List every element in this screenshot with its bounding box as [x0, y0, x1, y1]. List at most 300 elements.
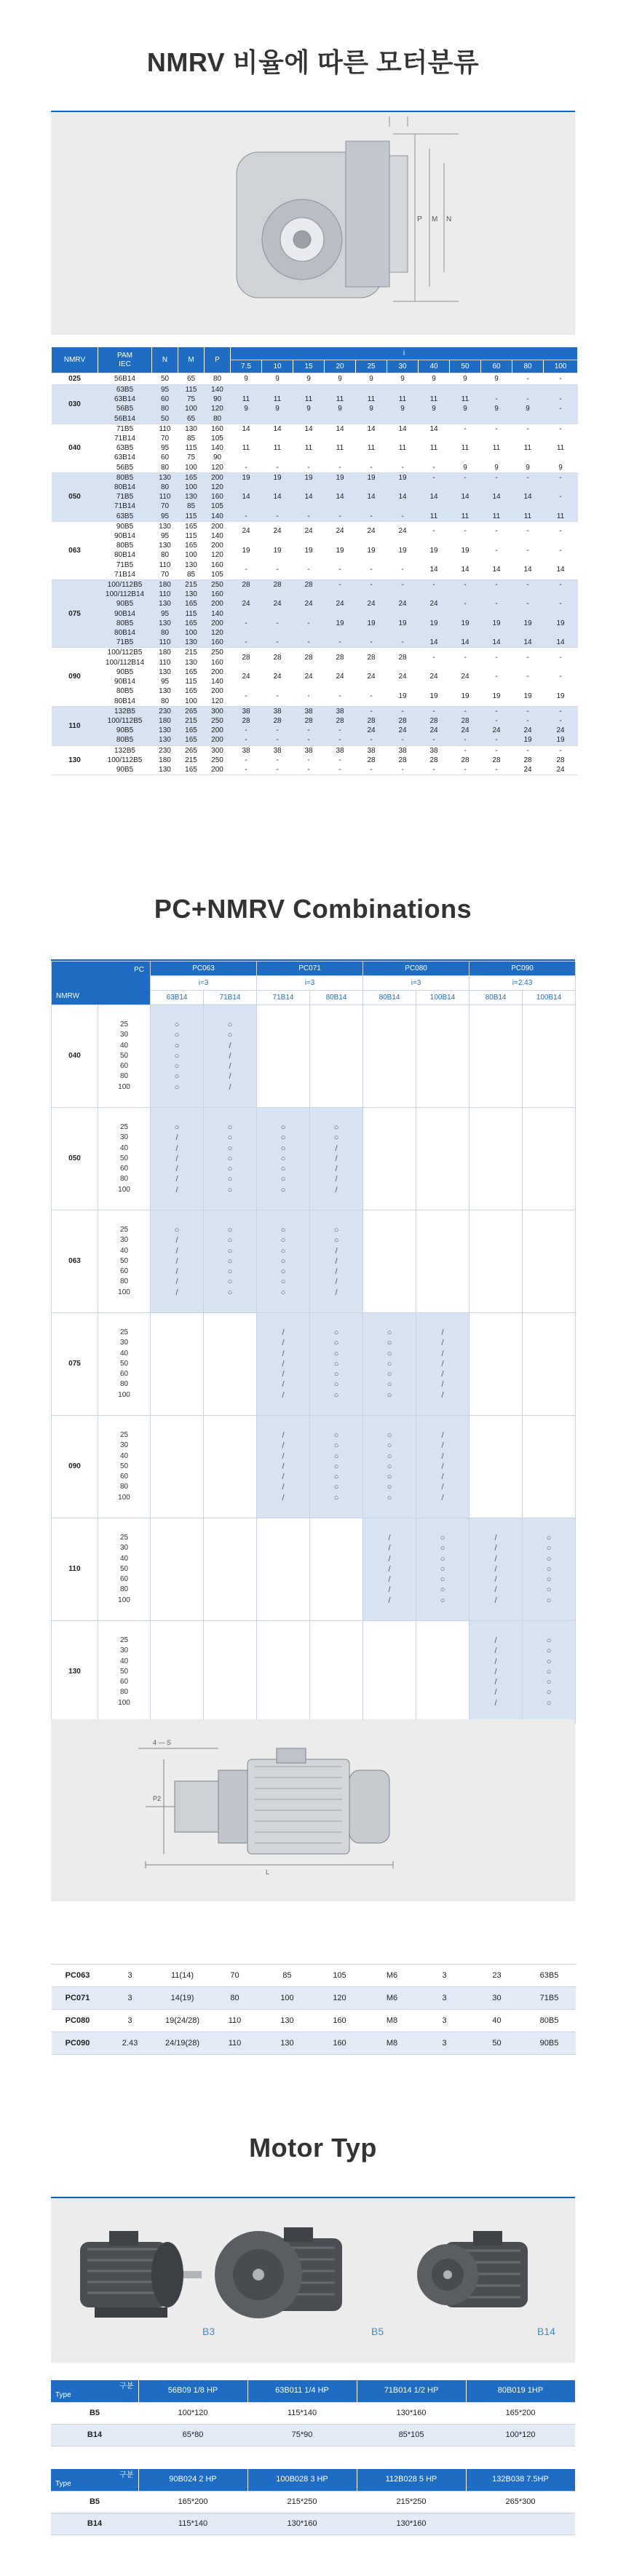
table-cell: 180 110 130 95 130 80 [152, 648, 178, 706]
table-cell: 38 28 - - [325, 706, 356, 745]
col-header: S [366, 1946, 419, 1965]
table-cell: 130*160 [357, 2402, 466, 2424]
compat-cell: ○ ○ ○ ○ ○ ○ ○ [363, 1416, 416, 1518]
pc-motor-drawing-panel [51, 1719, 575, 1901]
table-cell: 050 [52, 472, 98, 521]
table-row [52, 2010, 576, 2032]
pc-header: PC090 [470, 962, 576, 976]
table-cell: 85*105 [357, 2424, 466, 2446]
compat-cell [204, 1313, 257, 1416]
compat-cell [416, 1108, 470, 1210]
col-header: P [205, 347, 231, 373]
col-header: i [231, 347, 578, 360]
ratio-list: 25 30 40 50 60 80 100 [98, 1108, 151, 1210]
table-cell: - 11 9 [544, 424, 578, 472]
compat-cell [151, 1518, 204, 1621]
table-cell: 38 28 - - [262, 706, 293, 745]
table-cell: 24 19 - [262, 521, 293, 579]
ratio-list: 25 30 40 50 60 80 100 [98, 1313, 151, 1416]
table-cell: 165 115 165 100 130 85 [178, 521, 205, 579]
compat-cell: / / / / / / / [416, 1313, 470, 1416]
pc-flange: 71B14 [204, 991, 257, 1005]
table-row [52, 2032, 576, 2055]
compat-cell: ○ ○ ○ ○ ○ ○ ○ [416, 1518, 470, 1621]
table-cell: 19 14 - [387, 472, 419, 521]
compat-cell: / / / / / / / [257, 1313, 310, 1416]
table-cell: 130 80 110 70 95 [152, 472, 178, 521]
pc-header: PC063 [151, 962, 257, 976]
compat-cell: ○ ○ / / / / / [310, 1210, 363, 1313]
table-cell: 28 24 19 [387, 648, 419, 706]
table-row [52, 424, 578, 472]
table-cell: 40 [471, 2010, 523, 2032]
ratio-header: 100 [544, 360, 578, 373]
table-cell: 030 [52, 385, 98, 424]
nmrv-size: 050 [52, 1108, 98, 1210]
table-cell: 38 28 - [419, 745, 450, 775]
table-cell: - 24 19 [450, 648, 481, 706]
header-row [51, 2469, 575, 2491]
pc-flange: 63B14 [151, 991, 204, 1005]
compat-cell [310, 1518, 363, 1621]
table-row [52, 1108, 576, 1210]
table-cell: 063 [52, 521, 98, 579]
table-cell: 23 [471, 1965, 523, 1987]
table-cell: 65 [178, 373, 205, 385]
compat-cell [363, 1621, 416, 1724]
compat-cell: / / / / / / / [470, 1518, 523, 1621]
ratio-header: 15 [293, 360, 325, 373]
table-cell: 9 [419, 373, 450, 385]
table-row [51, 2424, 575, 2446]
dim-label: M [432, 215, 438, 223]
table-row [52, 521, 578, 579]
table-cell: 300 250 200 [205, 745, 231, 775]
table-cell: 14 11 - [231, 424, 262, 472]
table-cell: 265 215 165 [178, 745, 205, 775]
compat-cell [523, 1416, 576, 1518]
ratio-header: 20 [325, 360, 356, 373]
table-cell: 100*120 [466, 2424, 575, 2446]
table-cell: 24/19(28) [156, 2032, 209, 2055]
table-cell: 14 11 - [262, 424, 293, 472]
table-cell: - 19 14 [450, 521, 481, 579]
table-row [52, 580, 578, 648]
table-cell: 165 100 130 85 115 [178, 472, 205, 521]
table-cell: 100*120 [138, 2402, 247, 2424]
table-cell: 11 9 [419, 385, 450, 424]
table-cell: 24 19 - [356, 521, 387, 579]
table-cell: 19 14 - [231, 472, 262, 521]
table-cell: - - 24 19 [544, 706, 578, 745]
ratio-list: 25 30 40 50 60 80 100 [98, 1518, 151, 1621]
compat-cell: ○ ○ ○ ○ ○ ○ ○ [363, 1313, 416, 1416]
compat-cell [416, 1210, 470, 1313]
table-cell: - - 19 [481, 648, 512, 706]
table-cell: 95 60 80 50 [152, 385, 178, 424]
table-cell: - [544, 373, 578, 385]
table-cell: M6 [366, 1965, 419, 1987]
table-row [52, 472, 578, 521]
motor-photos [51, 2198, 575, 2363]
table-row [51, 2491, 575, 2513]
col-header: TYPE [52, 1946, 104, 1965]
table-cell: - - 14 [544, 521, 578, 579]
pc-ratio: i=2.43 [470, 976, 576, 991]
table-cell: 130 [52, 745, 98, 775]
compat-cell: ○ ○ ○ ○ ○ ○ ○ [523, 1621, 576, 1724]
ratio-header: 80 [512, 360, 544, 373]
table-cell: 65*80 [138, 2424, 247, 2446]
section-title-combinations: PC+NMRV Combinations [154, 894, 472, 924]
compat-cell [151, 1621, 204, 1724]
table-cell: 11 9 [450, 385, 481, 424]
pc-ratio: i=3 [151, 976, 257, 991]
compat-cell [204, 1518, 257, 1621]
compat-cell [523, 1108, 576, 1210]
compat-cell [470, 1108, 523, 1210]
table-cell: - 28 24 [512, 745, 544, 775]
table-cell: 80 [205, 373, 231, 385]
table-cell: 28 24 - - [262, 580, 293, 648]
table-cell: 215 130 165 115 165 100 [178, 648, 205, 706]
table-cell: 215 130 165 115 165 100 130 [178, 580, 205, 648]
col-header: N(j6) [209, 1946, 261, 1965]
table-cell: 19 14 - [356, 472, 387, 521]
table-cell: - 24 19 - [387, 580, 419, 648]
ratio-motor-table [51, 346, 578, 775]
table-row [52, 1005, 576, 1108]
table-cell: 80 [209, 1987, 261, 2010]
table-cell: 14 11 - [387, 424, 419, 472]
table-row [52, 373, 578, 385]
compat-cell: ○ ○ ○ ○ ○ ○ ○ [310, 1416, 363, 1518]
compat-cell: ○ ○ ○ ○ ○ ○ ○ [523, 1518, 576, 1621]
table-cell: - 28 24 - [356, 706, 387, 745]
table-cell: 28 24 - [262, 648, 293, 706]
table-cell: - 28 - [450, 745, 481, 775]
compat-cell [470, 1005, 523, 1108]
table-cell: 56B14 [98, 373, 152, 385]
table-cell: - 24 19 14 [419, 580, 450, 648]
table-cell: 215*250 [357, 2491, 466, 2513]
dim-label: L [266, 1868, 270, 1876]
corner-pc-label: PC [134, 966, 144, 974]
table-cell: - - 19 [512, 648, 544, 706]
table-cell: 14 11 - [293, 424, 325, 472]
table-cell: 38 28 - - [293, 706, 325, 745]
col-header: 112B028 5 HP [357, 2469, 466, 2491]
motor-label-b5: B5 [371, 2326, 384, 2337]
pc-flange: 100B14 [416, 991, 470, 1005]
compat-cell: ○ ○ ○ ○ ○ ○ ○ [257, 1108, 310, 1210]
ratio-header: 7.5 [231, 360, 262, 373]
col-header: P2 [314, 1946, 366, 1965]
table-cell: 120 [314, 1987, 366, 2010]
compat-cell [257, 1518, 310, 1621]
table-cell: 160 105 140 90 120 [205, 424, 231, 472]
table-cell: - - 24 - [481, 706, 512, 745]
motor-label-b3: B3 [202, 2326, 215, 2337]
table-cell: 180 110 130 95 130 80 110 [152, 580, 178, 648]
table-cell: 14 11 - [419, 424, 450, 472]
table-cell: 130*160 [247, 2513, 357, 2535]
compat-cell: / / / / / / / [416, 1416, 470, 1518]
table-cell: 200 140 200 120 160 105 [205, 521, 231, 579]
table-cell: 38 28 - [387, 745, 419, 775]
table-cell: 38 - - [231, 745, 262, 775]
col-header: 90B024 2 HP [138, 2469, 247, 2491]
table-cell: 100/112B5 100/112B14 90B5 90B14 80B5 80B14 [98, 648, 152, 706]
gearbox-drawing [51, 112, 575, 335]
table-cell: - - [544, 385, 578, 424]
table-cell: 50 [471, 2032, 523, 2055]
table-cell: PC090 [52, 2032, 104, 2055]
table-cell: 090 [52, 648, 98, 706]
compat-cell [257, 1621, 310, 1724]
compat-cell: ○ / / / / / / [151, 1108, 204, 1210]
col-header: 56B09 1/8 HP [138, 2380, 247, 2402]
motor-b5-image [215, 2227, 342, 2318]
table-row [52, 1416, 576, 1518]
table-cell: 130*160 [357, 2513, 466, 2535]
table-cell: 115*140 [247, 2402, 357, 2424]
col-header: T [419, 1946, 471, 1965]
table-cell: 38 28 - [356, 745, 387, 775]
nmrv-size: 130 [52, 1621, 98, 1724]
table-cell: M6 [366, 1987, 419, 2010]
dim-label: P2 [153, 1795, 162, 1802]
table-cell: - - 19 14 [481, 580, 512, 648]
ratio-header: 50 [450, 360, 481, 373]
table-row [52, 1965, 576, 1987]
ratio-list: 25 30 40 50 60 80 100 [98, 1621, 151, 1724]
col-header: L [471, 1946, 523, 1965]
compat-cell: ○ ○ ○ ○ ○ ○ ○ [151, 1005, 204, 1108]
col-header: M [261, 1946, 314, 1965]
compat-cell [470, 1313, 523, 1416]
compat-cell [310, 1005, 363, 1108]
compat-cell [470, 1210, 523, 1313]
motor-b3-image [80, 2231, 202, 2318]
ratio-list: 25 30 40 50 60 80 100 [98, 1210, 151, 1313]
table-cell: - 28 24 - [450, 706, 481, 745]
col-header: 71B014 1/2 HP [357, 2380, 466, 2402]
table-cell: 90B5 90B14 80B5 80B14 71B5 71B14 [98, 521, 152, 579]
table-cell: 250 160 200 140 200 120 [205, 648, 231, 706]
compat-cell [416, 1621, 470, 1724]
pc-flange: 80B14 [363, 991, 416, 1005]
table-cell: 300 250 200 200 [205, 706, 231, 745]
compat-cell: ○ ○ / / / / / [310, 1108, 363, 1210]
table-cell: 19 14 - [325, 472, 356, 521]
table-cell: - - 14 [512, 521, 544, 579]
table-row [52, 1621, 576, 1724]
table-cell: B5 [51, 2402, 138, 2424]
table-cell: 38 - - [325, 745, 356, 775]
table-cell: 130 [261, 2010, 314, 2032]
table-cell: - 9 [481, 385, 512, 424]
table-row [52, 745, 578, 775]
compat-cell [151, 1313, 204, 1416]
table-cell: 160 [314, 2032, 366, 2055]
table-cell: PC071 [52, 1987, 104, 2010]
table-cell: 11 9 [293, 385, 325, 424]
col-header: 63B011 1/4 HP [247, 2380, 357, 2402]
table-cell: - 14 11 [419, 472, 450, 521]
pc-flange: 71B14 [257, 991, 310, 1005]
col-header: 132B038 7.5HP [466, 2469, 575, 2491]
table-cell: 28 24 - [231, 648, 262, 706]
table-cell: 165*200 [138, 2491, 247, 2513]
table-cell: 38 28 - - [231, 706, 262, 745]
table-cell: - 11 9 [481, 424, 512, 472]
table-cell: 28 24 - [356, 648, 387, 706]
compat-cell [363, 1005, 416, 1108]
col-header: 100B028 3 HP [247, 2469, 357, 2491]
section-title-ratio: NMRV 비율에 따른 모터분류 [146, 47, 480, 77]
nmrv-size: 090 [52, 1416, 98, 1518]
table-cell: 140 90 120 80 [205, 385, 231, 424]
table-cell: 24 19 - [293, 521, 325, 579]
ratio-list: 25 30 40 50 60 80 100 [98, 1005, 151, 1108]
table-cell: 28 24 - [325, 648, 356, 706]
table-cell: 28 24 - - [293, 580, 325, 648]
table-cell: 11 9 [356, 385, 387, 424]
table-cell: - - 11 [544, 472, 578, 521]
table-cell: 24 19 - [387, 521, 419, 579]
table-cell: - 28 - [481, 745, 512, 775]
table-cell: B5 [51, 2491, 138, 2513]
table-cell: 130 85 115 75 100 [178, 424, 205, 472]
table-cell: 14 11 - [356, 424, 387, 472]
compat-cell [523, 1005, 576, 1108]
table-cell: 19 14 - [262, 472, 293, 521]
compat-cell: ○ ○ ○ ○ ○ ○ ○ [204, 1108, 257, 1210]
table-cell: 71B5 [523, 1987, 576, 2010]
table-cell: PC080 [52, 2010, 104, 2032]
compat-cell: ○ ○ ○ ○ ○ ○ ○ [257, 1210, 310, 1313]
table-row [51, 2513, 575, 2535]
table-cell: 19(24/28) [156, 2010, 209, 2032]
table-cell: 9 [356, 373, 387, 385]
nmrv-size: 063 [52, 1210, 98, 1313]
col-header-pam: PAM [117, 352, 132, 360]
table-cell: 9 [387, 373, 419, 385]
table-cell: 71B5 71B14 63B5 63B14 56B5 [98, 424, 152, 472]
pc-flange: 100B14 [523, 991, 576, 1005]
ratio-header: 30 [387, 360, 419, 373]
table-cell: - 24 19 - [325, 580, 356, 648]
col-header: NMRV [52, 347, 98, 373]
table-cell: 9 [481, 373, 512, 385]
table-cell: 28 24 - [293, 648, 325, 706]
table-cell: - 9 [512, 385, 544, 424]
table-cell: 165*200 [466, 2402, 575, 2424]
table-cell: - 28 24 - [419, 706, 450, 745]
table-cell: 3 [419, 1987, 471, 2010]
pc-ratio: i=3 [363, 976, 470, 991]
table-cell: 265*300 [466, 2491, 575, 2513]
table-cell: - 11 9 [450, 424, 481, 472]
compat-cell [204, 1621, 257, 1724]
table-cell: 75*90 [247, 2424, 357, 2446]
table-cell: - 14 11 [512, 472, 544, 521]
table-row [52, 1210, 576, 1313]
table-cell: 90B5 [523, 2032, 576, 2055]
table-cell: - - 19 14 [450, 580, 481, 648]
compat-cell: ○ ○ ○ ○ ○ ○ ○ [204, 1210, 257, 1313]
table-cell: 9 [450, 373, 481, 385]
gearbox-drawing-panel [51, 112, 575, 335]
type-label: Type [55, 2480, 71, 2488]
table-cell: 265 215 165 165 [178, 706, 205, 745]
table-cell: - [512, 373, 544, 385]
compat-cell: ○ ○ ○ ○ ○ ○ ○ [310, 1313, 363, 1416]
table-cell: 230 180 130 130 [152, 706, 178, 745]
compat-cell: ○ ○ / / / / / [204, 1005, 257, 1108]
table-cell: 132B5 100/112B5 90B5 [98, 745, 152, 775]
table-cell: - 24 19 - [356, 580, 387, 648]
table-cell: 160 [314, 2010, 366, 2032]
table-cell: 230 180 130 [152, 745, 178, 775]
table-cell: - - 14 [481, 521, 512, 579]
col-header: N [152, 347, 178, 373]
table-cell: - - 19 14 [544, 580, 578, 648]
ratio-list: 25 30 40 50 60 80 100 [98, 1416, 151, 1518]
motor-flange-table-2 [51, 2469, 576, 2535]
table-cell: 3 [419, 2010, 471, 2032]
table-cell: 250 160 200 140 200 120 160 [205, 580, 231, 648]
table-cell: 110 70 95 60 80 [152, 424, 178, 472]
compat-cell [363, 1210, 416, 1313]
table-cell: 3 [104, 2010, 156, 2032]
table-cell: 38 - - [293, 745, 325, 775]
corner-cell [52, 962, 151, 1005]
table-cell: 11 9 [231, 385, 262, 424]
ratio-header: 25 [356, 360, 387, 373]
dim-label: N [446, 215, 452, 223]
gubun-label: 구분 [119, 2471, 134, 2479]
pc-flange: 80B14 [310, 991, 363, 1005]
table-cell: 9 [262, 373, 293, 385]
table-cell: B14 [51, 2513, 138, 2535]
table-cell: 110 [209, 2032, 261, 2055]
table-cell: 115*140 [138, 2513, 247, 2535]
col-header [98, 347, 152, 373]
pc-ratio: i=3 [257, 976, 363, 991]
motor-b14-image [417, 2231, 528, 2307]
compat-cell [416, 1005, 470, 1108]
pc-header: PC080 [363, 962, 470, 976]
table-cell: - 11 9 [512, 424, 544, 472]
compat-cell: / / / / / / / [363, 1518, 416, 1621]
nmrv-size: 075 [52, 1313, 98, 1416]
nmrv-size: 040 [52, 1005, 98, 1108]
compat-cell [523, 1313, 576, 1416]
col-header: i [104, 1946, 156, 1965]
ratio-header: 40 [419, 360, 450, 373]
table-cell: 132B5 100/112B5 90B5 80B5 [98, 706, 152, 745]
table-cell: 24 19 - [325, 521, 356, 579]
table-cell: 11 9 [387, 385, 419, 424]
table-cell: 28 24 - - [231, 580, 262, 648]
section-title-motor-typ: Motor Typ [249, 2133, 377, 2163]
compat-cell: ○ / / / / / / [151, 1210, 204, 1313]
table-cell: M8 [366, 2010, 419, 2032]
table-cell: 9 [293, 373, 325, 385]
table-cell: 85 [261, 1965, 314, 1987]
